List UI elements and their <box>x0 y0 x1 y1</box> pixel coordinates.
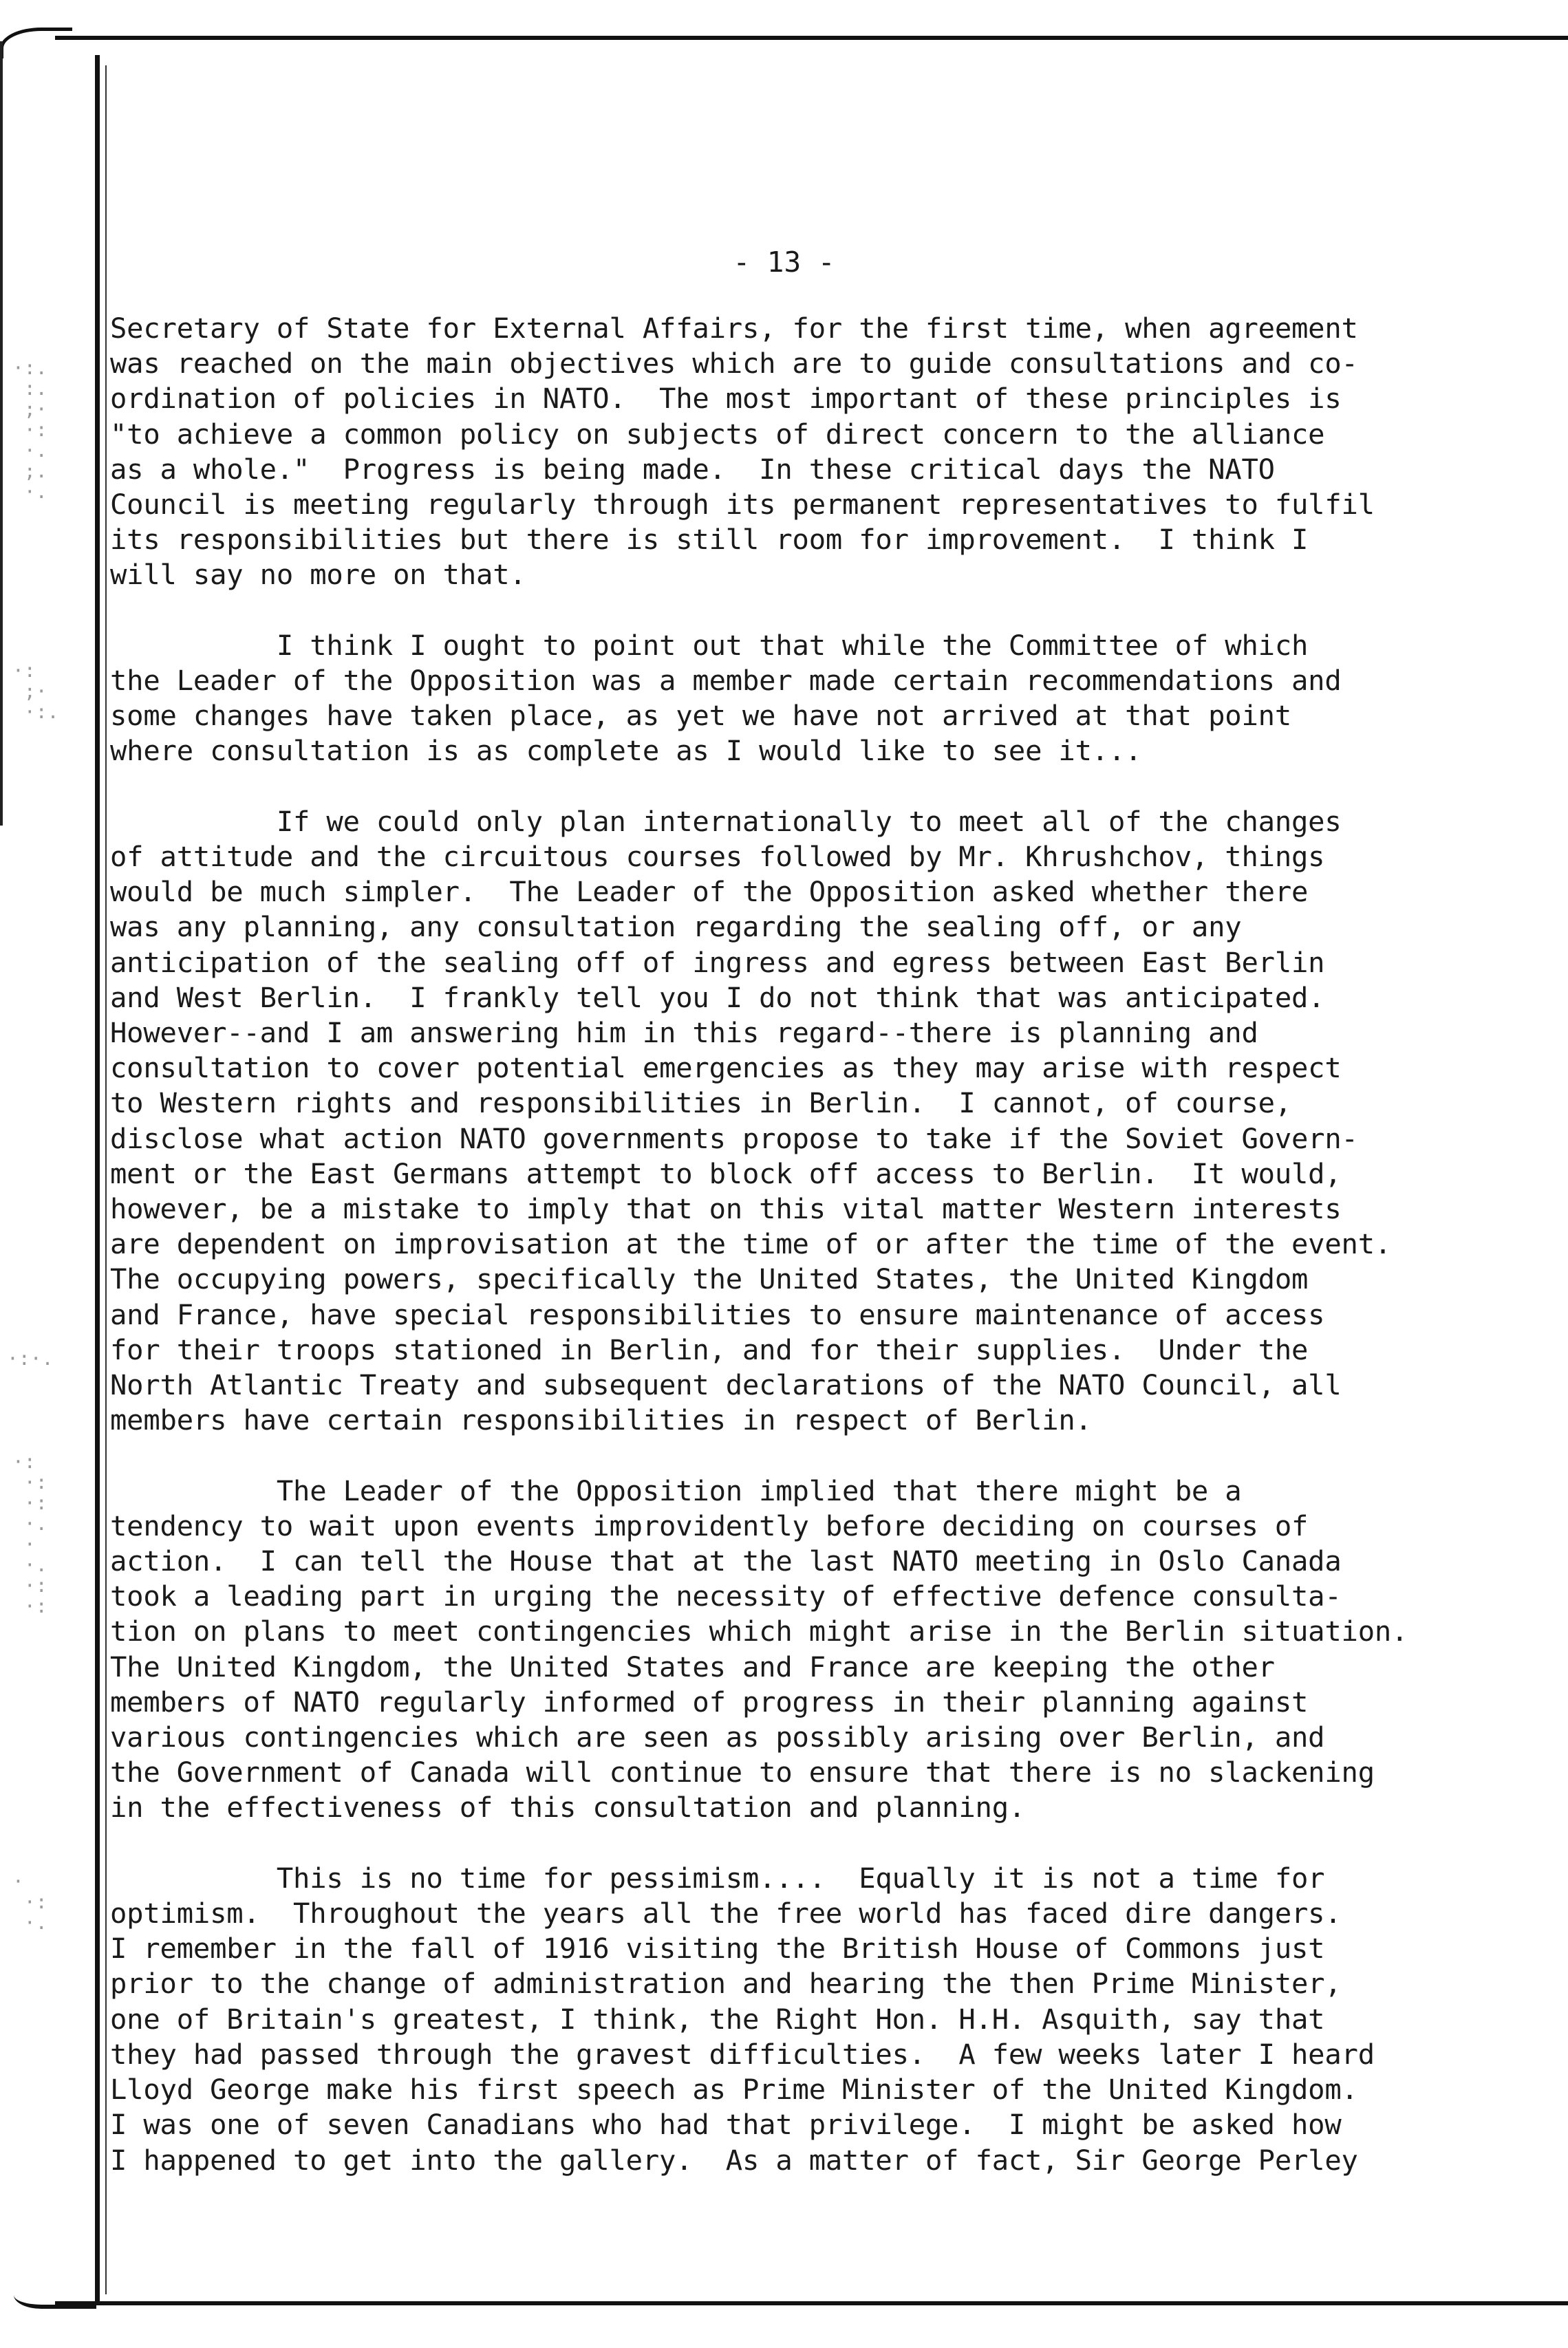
text-line: however, be a mistake to imply that on this vital matter Western interests <box>110 1192 1342 1226</box>
text-line: was reached on the main objectives which are to guide consultations and co- <box>110 347 1358 380</box>
text-line: of attitude and the circuitous courses followed by Mr. Khrushchov, things <box>110 840 1325 874</box>
text-line: the Leader of the Opposition was a member made certain recommendations and <box>110 664 1342 698</box>
text-line: This is no time for pessimism.... Equally it is not a time for <box>110 1861 1325 1895</box>
text-line: I was one of seven Canadians who had that privilege. I might be asked how <box>110 2108 1342 2142</box>
text-line: for their troops stationed in Berlin, and for their supplies. Under the <box>110 1333 1309 1366</box>
scan-speck: · ·: ·. <box>12 1870 47 1934</box>
text-line: will say no more on that. <box>110 558 526 592</box>
text-line: I remember in the fall of 1916 visiting the British House of Commons just <box>110 1932 1325 1965</box>
text-line: one of Britain's greatest, I think, the Right Hon. H.H. Asquith, say that <box>110 2002 1325 2036</box>
text-line: in the effectiveness of this consultation and planning. <box>110 1791 1026 1824</box>
text-line: they had passed through the gravest difficulties. A few weeks later I heard <box>110 2037 1375 2071</box>
scan-speck: ·:. :. ;· ·: ·. ;. ·. <box>12 356 47 503</box>
text-line: where consultation is as complete as I would like to see it... <box>110 734 1142 768</box>
text-line: tendency to wait upon events improvidently before deciding on courses of <box>110 1509 1309 1542</box>
text-line: ment or the East Germans attempt to block off access to Berlin. It would, <box>110 1156 1342 1190</box>
text-line: The Leader of the Opposition implied that there might be a <box>110 1474 1242 1507</box>
text-line: North Atlantic Treaty and subsequent declarations of the NATO Council, all <box>110 1368 1342 1402</box>
text-line: Secretary of State for External Affairs, for the first time, when agreement <box>110 312 1358 345</box>
page-number: - 13 - <box>733 246 835 279</box>
text-line: If we could only plan internationally to meet all of the changes <box>110 804 1342 838</box>
text-line: as a whole." Progress is being made. In these critical days the NATO <box>110 452 1275 486</box>
text-line: would be much simpler. The Leader of the Opposition asked whether there <box>110 875 1309 909</box>
text-line: prior to the change of administration and hearing the then Prime Minister, <box>110 1967 1342 2001</box>
scan-speck: ·:·. <box>7 1347 54 1370</box>
scan-speck: ·: ;· ·:. <box>12 659 59 723</box>
text-line: The occupying powers, specifically the United States, the United Kingdom <box>110 1262 1309 1296</box>
scan-speck: ·: ·: ·: ·. · ·. ·: ·: <box>12 1450 47 1617</box>
text-line: disclose what action NATO governments propose to take if the Soviet Govern- <box>110 1121 1358 1155</box>
page-frame-corner-top-left <box>0 28 72 58</box>
page-frame-bottom-rule <box>55 2301 1568 2305</box>
text-line: its responsibilities but there is still room for improvement. I think I <box>110 523 1309 557</box>
text-line: anticipation of the sealing off of ingress and egress between East Berlin <box>110 945 1325 979</box>
document-body <box>110 311 1555 2213</box>
text-line: various contingencies which are seen as possibly arising over Berlin, and <box>110 1721 1325 1754</box>
page-frame-top-rule <box>55 36 1568 40</box>
text-line: was any planning, any consultation regarding the sealing off, or any <box>110 910 1242 944</box>
text-line: I think I ought to point out that while the Committee of which <box>110 628 1309 662</box>
text-line: took a leading part in urging the necessity of effective defence consulta- <box>110 1580 1342 1613</box>
page-frame-left-outer-rule <box>0 41 3 826</box>
text-line: are dependent on improvisation at the time of or after the time of the event. <box>110 1227 1392 1261</box>
text-line: "to achieve a common policy on subjects of direct concern to the alliance <box>110 417 1325 451</box>
text-line: the Government of Canada will continue to ensure that there is no slackening <box>110 1756 1375 1789</box>
text-line: ordination of policies in NATO. The most important of these principles is <box>110 382 1342 416</box>
text-line: to Western rights and responsibilities in Berlin. I cannot, of course, <box>110 1086 1291 1120</box>
text-line: action. I can tell the House that at the last NATO meeting in Oslo Canada <box>110 1544 1342 1578</box>
text-line: Lloyd George make his first speech as Prime Minister of the United Kingdom. <box>110 2073 1358 2107</box>
text-line: I happened to get into the gallery. As a matter of fact, Sir George Perley <box>110 2143 1358 2177</box>
paragraph <box>110 804 1555 1439</box>
page-frame-left-rule <box>95 55 100 2301</box>
text-line: consultation to cover potential emergencies as they may arise with respect <box>110 1051 1342 1085</box>
text-line: members have certain responsibilities in respect of Berlin. <box>110 1403 1092 1437</box>
text-line: and France, have special responsibilities to ensure maintenance of access <box>110 1297 1325 1331</box>
text-line: Council is meeting regularly through its permanent representatives to fulfil <box>110 488 1375 521</box>
text-line: The United Kingdom, the United States and France are keeping the other <box>110 1650 1275 1683</box>
paragraph <box>110 1861 1555 2178</box>
paragraph <box>110 1474 1555 1826</box>
text-line: and West Berlin. I frankly tell you I do not think that was anticipated. <box>110 980 1325 1014</box>
page-frame-corner-bottom-left <box>14 2284 96 2309</box>
text-line: However--and I am answering him in this regard--there is planning and <box>110 1016 1258 1050</box>
paragraph <box>110 628 1555 769</box>
text-line: tion on plans to meet contingencies which might arise in the Berlin situation. <box>110 1615 1408 1648</box>
paragraph <box>110 311 1555 593</box>
text-line: some changes have taken place, as yet we have not arrived at that point <box>110 699 1291 733</box>
text-line: optimism. Throughout the years all the free world has faced dire dangers. <box>110 1897 1342 1930</box>
page-frame-left-thin-rule <box>105 65 107 2294</box>
text-line: members of NATO regularly informed of progress in their planning against <box>110 1685 1309 1719</box>
